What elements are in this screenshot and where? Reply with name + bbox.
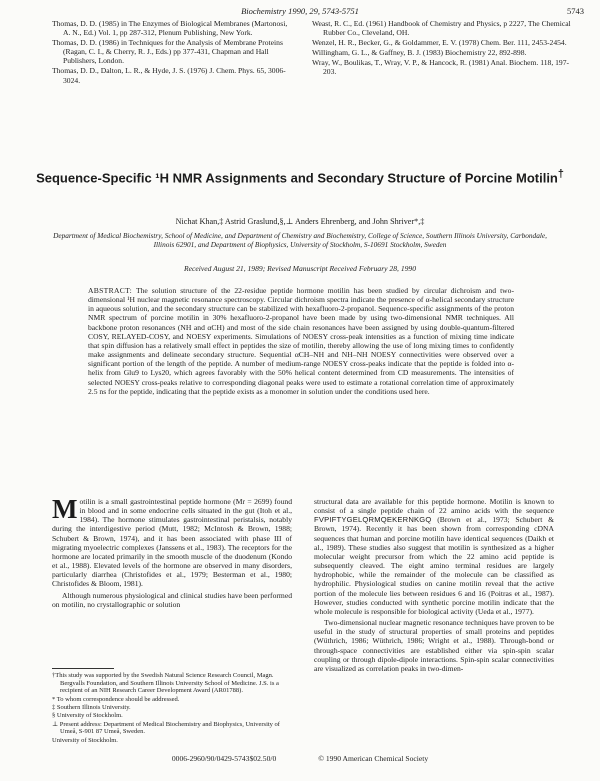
author-list: Nichat Khan,‡ Astrid Graslund,§,⊥ Anders Ehrenberg, and John Shriver*,‡	[175, 217, 425, 226]
page-number: 5743	[567, 6, 584, 16]
abstract	[88, 286, 514, 396]
footnote-item: § University of Stockholm.	[52, 712, 123, 720]
footnote-item: University of Stockholm.	[52, 736, 118, 744]
amino-acid-sequence: FVPIFTYGELQRMQEKERNKGQ	[314, 515, 432, 525]
abstract-text: The solution structure of the 22-residue peptide hormone motilin has been studied by circular dichroism and two-dimensional ¹H nuclear magnetic resonance spectroscopy. Circular dichroism spectra indicate the presence of α-helical secondary structure in aqueous solution, and the secondary structure can be stabilized with hexafluoro-2-propanol. Sequence-specific assignments of the proton NMR spectrum of porcine motilin in 30% hexafluoro-2-propanol have been made by using two-dimensional NMR techniques. All backbone proton resonances (NH and αCH) and most of the side chain resonances have been assigned by using double-quantum-filtered COSY, RELAYED-COSY, and NOESY experiments. Simulations of NOESY cross-peak intensities as a function of mixing time indicate that spin diffusion has a relatively small effect in peptides the size of motilin, thereby allowing the use of long mixing times to confidently make assignments and delineate secondary structure. Sequential αCH–NH and NH–NH NOESY connectivities were observed over a significant portion of the length of the peptide. A number of medium-range NOESY cross-peaks indicate that the peptide is folded into α-helix from Glu9 to Lys20, which agrees favorably with the 50% helical content determined from CD measurements. The intensities of selected NOESY cross-peaks relative to corresponding diagonal peaks were used to estimate a rotational correlation time of approximately 2.5 ns for the peptide, indicating that the peptide exists as a monomer in solution under the conditions used here.	[88, 286, 514, 396]
reference-item: Willingham, G. L., & Gaffney, B. J. (1983) Biochemistry 22, 892-898.	[312, 48, 527, 58]
journal-header: Biochemistry 1990, 29, 5743-5751	[241, 6, 359, 16]
reference-item: Wenzel, H. R., Becker, G., & Goldammer, E. V. (1978) Chem. Ber. 111, 2453-2454.	[312, 38, 567, 48]
body-paragraph	[314, 497, 554, 616]
footnote-divider	[52, 668, 114, 669]
body-paragraph: Although numerous physiological and clinical studies have been performed on motilin, no crystallographic or solution	[52, 590, 292, 609]
reference-item: Thomas, D. D. (1986) in Techniques for the Analysis of Membrane Proteins (Ragan, C. I., & Cherry, R. J., Eds.) pp 377-431, Chapman and Hall Publishers, London.	[52, 38, 283, 66]
paragraph-text: (Brown et al., 1973; Schubert & Brown, 1974). Recently it has been shown from corresponding cDNA sequences that human and porcine motilin have identical sequences (Daikh et al., 1989). These studies also suggest that motilin is synthesized as a higher molecular weight precursor from which the 22 amino acid peptide is subsequently cleaved. The eight amino terminal residues are largely hydrophobic, while the remainder of the molecule can be classified as hydrophilic. Physiological studies on canine motilin reveal that the active portion of the molecule lies between residues 6 and 16 (Poitras et al., 1987). However, studies conducted with synthetic porcine motilin indicate that the whole molecule is responsible for biological activity (Ueda et al., 1977).	[314, 515, 554, 616]
body-left-column	[52, 494, 292, 611]
title-dagger: †	[557, 168, 564, 180]
footnote-item: ‡ Southern Illinois University.	[52, 704, 131, 711]
drop-cap: M	[52, 494, 78, 524]
received-dates: Received August 21, 1989; Revised Manuscript Received February 28, 1990	[183, 264, 417, 273]
footnote-item: * To whom correspondence should be addressed.	[52, 695, 180, 703]
author-affiliations: Department of Medical Biochemistry, School of Medicine, and Department of Chemistry and Biochemistry, College of Science, Southern Illinois University, Carbondale, Illinois 62901, and Department of Biophysics, University of Stockholm, S-10691 Stockholm, Sweden	[53, 231, 547, 249]
paragraph-text: otilin is a small gastrointestinal peptide hormone (Mr = 2699) found in blood and in some endocrine cells situated in the gut (Itoh et al., 1984). The hormone stimulates gastrointestinal peristalsis, notably during the interdigestive period (Mutt, 1982; McIntosh & Brown, 1988; Schubert & Brown, 1974), and it has been associated with phase III of migrating myoelectric complexes (Janssens et al., 1983). The receptors for the hormone are located primarily in the smooth muscle of the duodenum (Kondo et al., 1988). Elevated levels of the hormone are observed in many disorders, particularly diarrhea (Christofides et al., 1979; Besterman et al., 1980; Christofides & Bloom, 1981).	[52, 497, 292, 589]
references-right-column	[312, 19, 582, 78]
article-code: 0006-2960/90/0429-5743$02.50/0	[171, 754, 277, 763]
page-footer	[0, 754, 600, 763]
title-text: Sequence-Specific ¹H NMR Assignments and Secondary Structure of Porcine Motilin	[36, 170, 558, 186]
footnotes	[52, 672, 294, 745]
copyright-notice: © 1990 American Chemical Society	[318, 754, 429, 763]
body-paragraph: Two-dimensional nuclear magnetic resonance techniques have proven to be useful in the study of structural properties of small proteins and peptides (Wüthrich, 1986; Wüthrich, 1986; Wright et al., 1988). Through-bond or through-space connectivities are established either via spin-spin scalar coupling or through dipole-dipole interactions. Spin-spin scalar connectivities are visualized as correlation peaks in two-dimen-	[314, 618, 554, 673]
references-left-column	[52, 19, 294, 86]
reference-item: Thomas, D. D., Dalton, L. R., & Hyde, J. S. (1976) J. Chem. Phys. 65, 3006-3024.	[52, 66, 286, 85]
abstract-label: ABSTRACT:	[88, 286, 133, 295]
paragraph-text: structural data are available for this peptide hormone. Motilin is known to consist of a single peptide chain of 22 amino acids with the sequence	[314, 497, 554, 516]
reference-item: Weast, R. C., Ed. (1961) Handbook of Chemistry and Physics, p 2227, The Chemical Rubber Co., Cleveland, OH.	[312, 19, 571, 38]
reference-item: Thomas, D. D. (1985) in The Enzymes of Biological Membranes (Martonosi, A. N., Ed.) Vol. 1, pp 287-312, Plenum Publishing, New York.	[52, 19, 288, 38]
footnote-item: †This study was supported by the Swedish Natural Science Research Council, Magn. Bergvalls Foundation, and Southern Illinois University School of Medicine. J.S. is a recipient of an NIH Research Career Development Award (AR01788).	[52, 672, 279, 695]
footnote-item: ⊥ Present address: Department of Medical Biochemistry and Biophysics, University of Umeå, S-901 87 Umeå, Sweden.	[52, 720, 280, 736]
body-paragraph	[52, 494, 292, 589]
reference-item: Wray, W., Boulikas, T., Wray, V. P., & Hancock, R. (1981) Anal. Biochem. 118, 197-203.	[312, 58, 570, 77]
article-title	[30, 166, 570, 186]
body-right-column	[314, 497, 554, 675]
